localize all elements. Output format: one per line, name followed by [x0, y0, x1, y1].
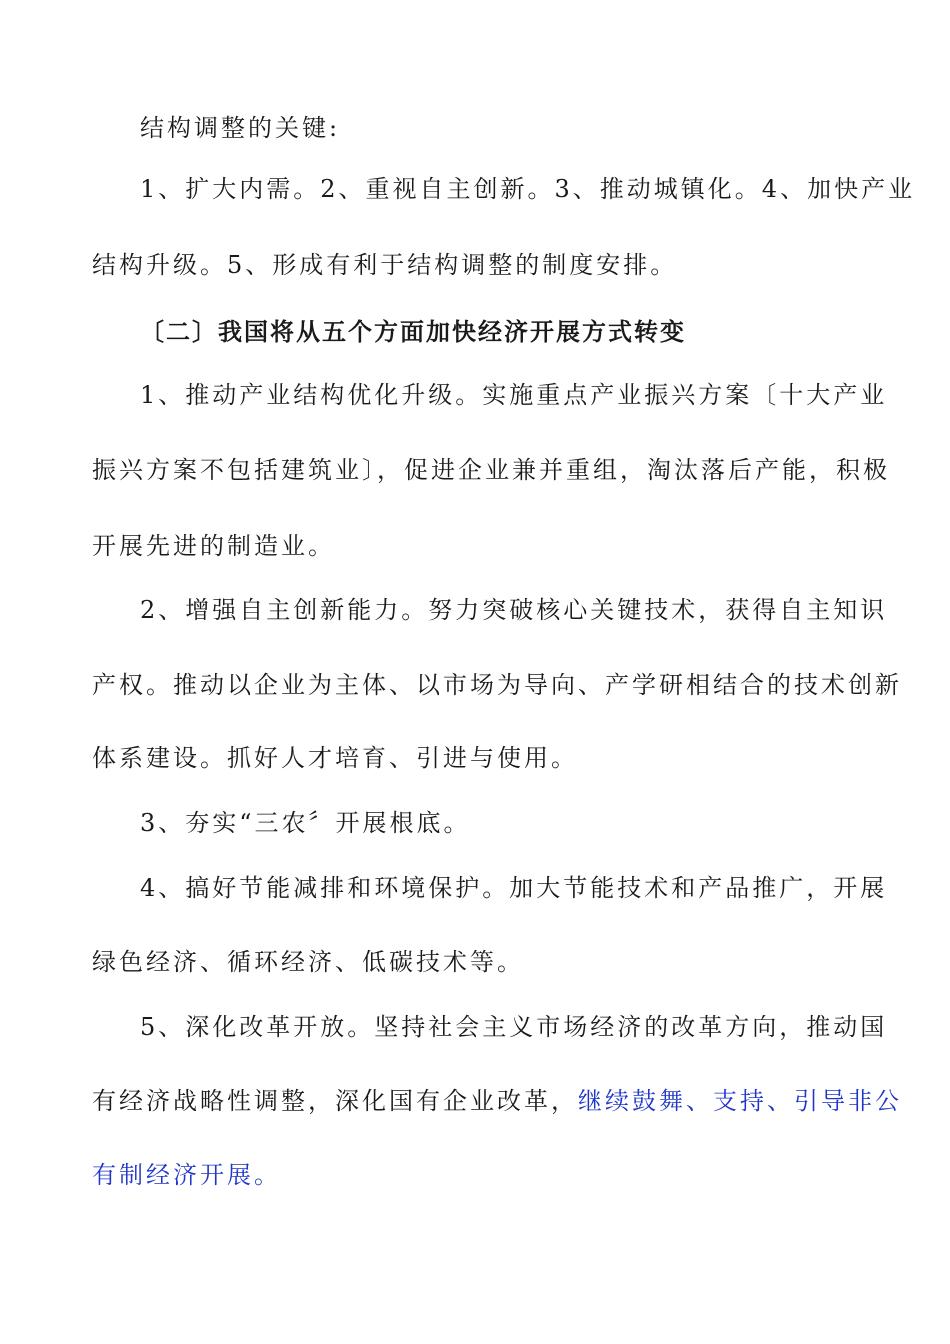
paragraph-line-item2-3: 体系建设。抓好人才培育、引进与使用。	[92, 744, 578, 772]
section-heading: 〔二〕我国将从五个方面加快经济开展方式转变	[140, 317, 686, 346]
paragraph-line-item4-1: 4、搞好节能减排和环境保护。加大节能技术和产品推广，开展	[140, 874, 888, 902]
paragraph-line-key-points-2: 结构升级。5、形成有利于结构调整的制度安排。	[92, 251, 678, 279]
hyperlink-text[interactable]: 继续鼓舞、支持、引导非公	[578, 1087, 902, 1115]
paragraph-line-item5-1: 5、深化改革开放。坚持社会主义市场经济的改革方向，推动国	[140, 1013, 888, 1041]
paragraph-line-key-points-intro: 结构调整的关键:	[140, 114, 341, 142]
paragraph-line-item5-3	[92, 1158, 858, 1192]
paragraph-text: 有经济战略性调整，深化国有企业改革，	[92, 1087, 578, 1115]
paragraph-line-item2-1: 2、增强自主创新能力。努力突破核心关键技术，获得自主知识	[140, 596, 888, 624]
paragraph-line-key-points-1: 1、扩大内需。2、重视自主创新。3、推动城镇化。4、加快产业	[140, 175, 916, 203]
hyperlink-text-continued[interactable]: 有制经济开展。	[92, 1161, 281, 1189]
paragraph-line-item3: 3、夯实“三农〞开展根底。	[140, 809, 471, 837]
paragraph-line-item4-2: 绿色经济、循环经济、低碳技术等。	[92, 948, 524, 976]
paragraph-line-item1-1: 1、推动产业结构优化升级。实施重点产业振兴方案〔十大产业	[140, 381, 888, 409]
paragraph-line-item1-2: 振兴方案不包括建筑业〕，促进企业兼并重组，淘汰落后产能，积极	[92, 456, 890, 484]
paragraph-line-item2-2: 产权。推动以企业为主体、以市场为导向、产学研相结合的技术创新	[92, 671, 902, 699]
paragraph-line-item1-3: 开展先进的制造业。	[92, 532, 335, 560]
paragraph-line-item5-2	[92, 1084, 902, 1118]
